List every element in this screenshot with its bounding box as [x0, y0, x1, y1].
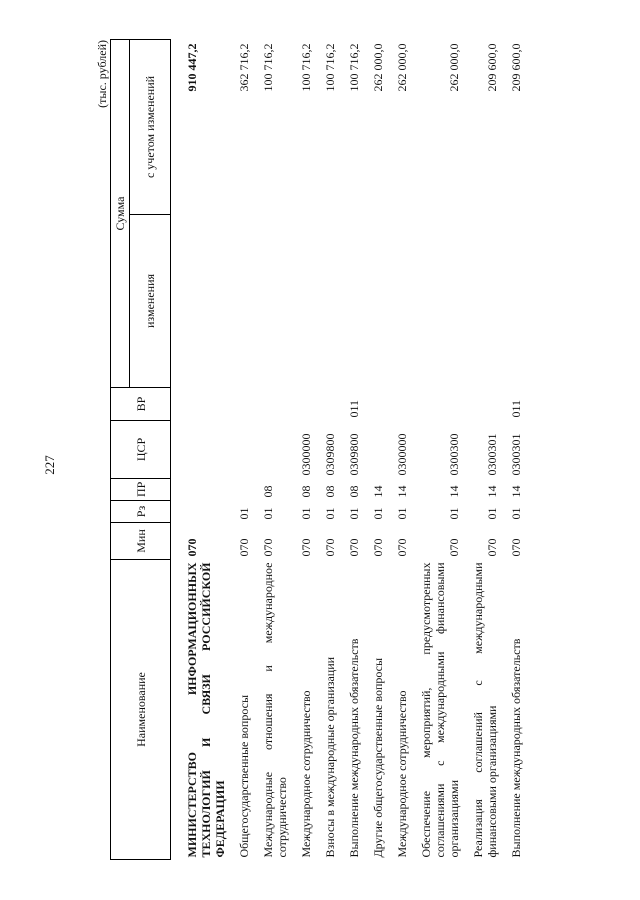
row-vr: 011 — [509, 399, 523, 418]
row-rz: 01 — [485, 507, 499, 520]
row-name: Выполнение международных обязательств — [347, 638, 361, 858]
row-pr: 14 — [371, 485, 385, 498]
row-change — [171, 215, 233, 388]
row-csr — [256, 421, 294, 479]
row-vr — [466, 388, 504, 421]
row-name: Международные отношения и международное сотрудничество — [261, 562, 289, 858]
row-vr: 011 — [347, 399, 361, 418]
row-name: Реализация соглашений с международными финансовыми организациями — [471, 562, 499, 858]
row-csr: 0300300 — [447, 433, 461, 476]
row-change — [232, 215, 256, 388]
row-pr — [171, 479, 233, 501]
row-min: 070 — [185, 538, 199, 557]
header-with-changes: с учетом изменений — [130, 39, 171, 214]
units-label: (тыс. рублей) — [95, 40, 109, 108]
row-change — [342, 215, 366, 388]
table-row — [294, 39, 318, 859]
row-change — [466, 215, 504, 388]
budget-table — [110, 39, 528, 860]
table-row — [366, 39, 390, 859]
row-total: 262 000,0 — [447, 43, 461, 92]
row-min: 070 — [485, 538, 499, 557]
header-sum: Сумма — [111, 39, 130, 387]
row-vr — [414, 388, 466, 421]
row-vr — [366, 388, 390, 421]
row-csr: 0300000 — [299, 433, 313, 476]
row-name: Выполнение международных обязательств — [509, 638, 523, 858]
table-row — [466, 39, 504, 859]
row-total: 100 716,2 — [261, 43, 275, 92]
table-row — [232, 39, 256, 859]
row-pr: 14 — [485, 485, 499, 498]
row-total: 362 716,2 — [237, 43, 251, 92]
header-csr: ЦСР — [111, 421, 171, 479]
row-pr: 08 — [323, 485, 337, 498]
row-change — [504, 215, 528, 388]
row-rz: 01 — [261, 507, 275, 520]
row-rz: 01 — [299, 507, 313, 520]
row-pr — [232, 479, 256, 501]
row-min: 070 — [261, 538, 275, 557]
row-vr — [318, 388, 342, 421]
header-change: изменения — [130, 215, 171, 388]
row-min: 070 — [347, 538, 361, 557]
header-pr: ПР — [111, 479, 171, 501]
row-rz: 01 — [447, 507, 461, 520]
row-rz: 01 — [371, 507, 385, 520]
row-pr: 08 — [347, 485, 361, 498]
table-row — [256, 39, 294, 859]
row-pr: 14 — [509, 485, 523, 498]
row-vr — [171, 388, 233, 421]
header-vr: ВР — [111, 388, 171, 421]
header-name: Наименование — [111, 560, 171, 860]
row-vr — [256, 388, 294, 421]
row-change — [414, 215, 466, 388]
row-min: 070 — [299, 538, 313, 557]
row-pr: 14 — [395, 485, 409, 498]
row-min: 070 — [323, 538, 337, 557]
table-row — [390, 39, 414, 859]
row-rz: 01 — [237, 507, 251, 520]
row-csr: 0300301 — [509, 433, 523, 476]
row-csr — [232, 421, 256, 479]
row-total: 209 600,0 — [485, 43, 499, 92]
row-total: 100 716,2 — [299, 43, 313, 92]
row-total: 910 447,2 — [185, 43, 199, 92]
row-pr: 08 — [261, 485, 275, 498]
row-pr: 14 — [447, 485, 461, 498]
row-name: Обеспечение мероприятий, предусмотренных соглашениями с международными финансовыми организациями — [419, 562, 461, 858]
row-total: 100 716,2 — [323, 43, 337, 92]
row-name: Международное сотрудничество — [395, 690, 409, 858]
row-total: 262 000,0 — [371, 43, 385, 92]
header-rz: Рз — [111, 501, 171, 523]
header-min: Мин — [111, 523, 171, 560]
row-min: 070 — [447, 538, 461, 557]
row-csr — [366, 421, 390, 479]
rotated-page — [95, 40, 595, 860]
row-total: 262 000,0 — [395, 43, 409, 92]
row-rz: 01 — [509, 507, 523, 520]
row-name: Взносы в международные организации — [323, 656, 337, 858]
table-row — [414, 39, 466, 859]
row-csr: 0300000 — [395, 433, 409, 476]
table-row — [318, 39, 342, 859]
row-csr: 0309800 — [323, 433, 337, 476]
row-rz — [171, 501, 233, 523]
row-name: Общегосударственные вопросы — [237, 694, 251, 858]
row-name: МИНИСТЕРСТВО ИНФОРМАЦИОННЫХ ТЕХНОЛОГИЙ И СВЯЗИ РОССИЙСКОЙ ФЕДЕРАЦИИ — [185, 562, 227, 858]
row-csr: 0309800 — [347, 433, 361, 476]
table-row — [342, 39, 366, 859]
row-change — [366, 215, 390, 388]
row-min: 070 — [509, 538, 523, 557]
table-row — [171, 39, 233, 859]
row-vr — [390, 388, 414, 421]
row-change — [390, 215, 414, 388]
page-number: 227 — [42, 455, 57, 475]
row-rz: 01 — [395, 507, 409, 520]
row-csr — [171, 421, 233, 479]
row-total: 100 716,2 — [347, 43, 361, 92]
row-change — [256, 215, 294, 388]
row-vr — [294, 388, 318, 421]
row-min: 070 — [395, 538, 409, 557]
row-min: 070 — [371, 538, 385, 557]
row-name: Другие общегосударственные вопросы — [371, 657, 385, 858]
row-rz: 01 — [323, 507, 337, 520]
table-row — [504, 39, 528, 859]
row-total: 209 600,0 — [509, 43, 523, 92]
row-pr: 08 — [299, 485, 313, 498]
row-change — [294, 215, 318, 388]
row-vr — [232, 388, 256, 421]
row-csr: 0300301 — [485, 433, 499, 476]
row-min: 070 — [237, 538, 251, 557]
row-change — [318, 215, 342, 388]
row-rz: 01 — [347, 507, 361, 520]
row-name: Международное сотрудничество — [299, 690, 313, 858]
